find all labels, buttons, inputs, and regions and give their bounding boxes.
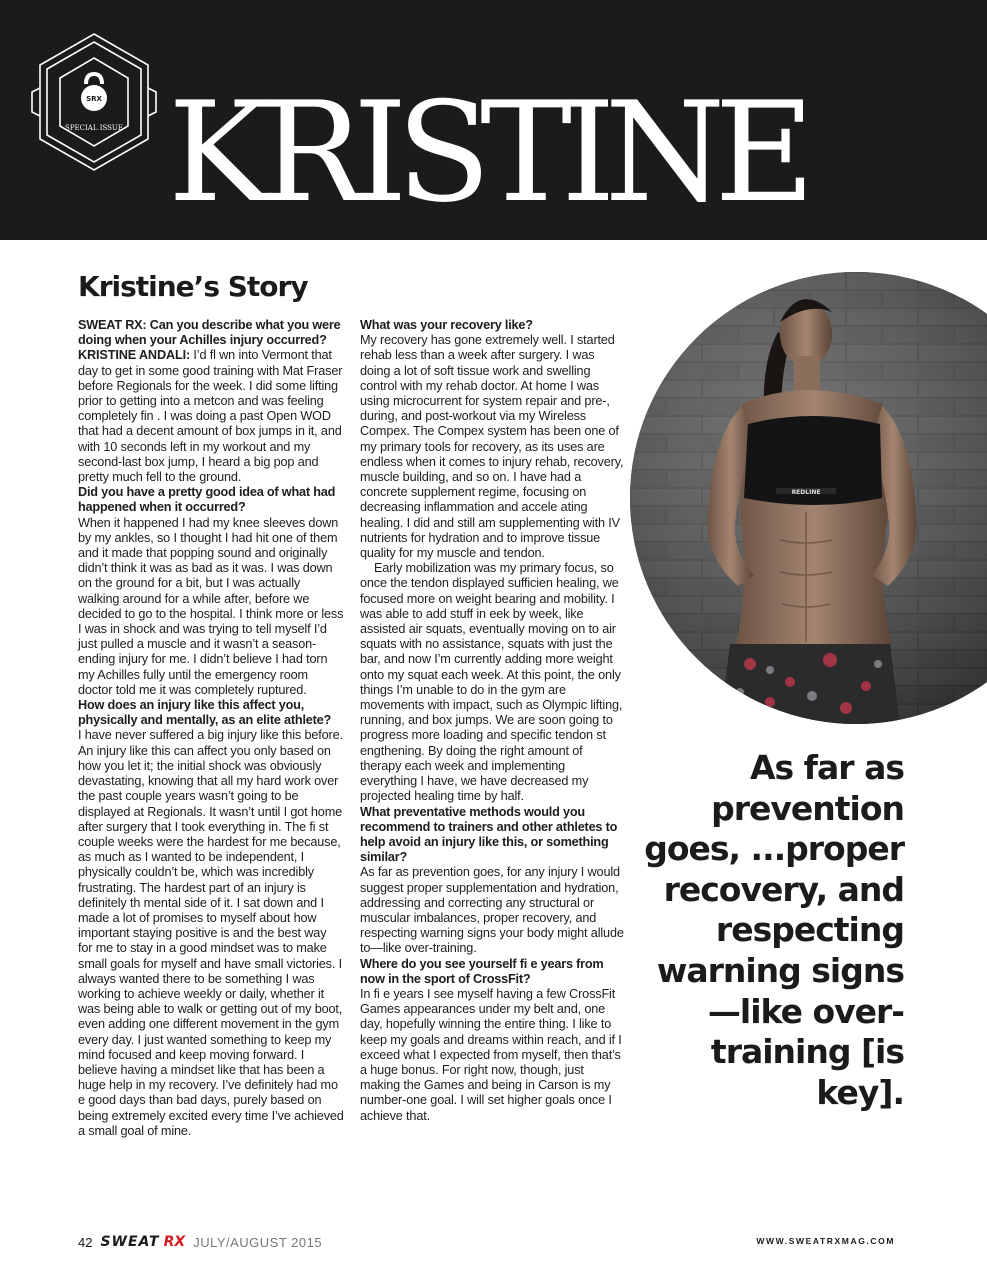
question: How does an injury like this affect you, physically and mentally, as an elite athlete?: [78, 698, 332, 728]
magazine-logo-sweat: SWEAT: [100, 1234, 160, 1250]
answer: I have never suffered a big injury like this before. An injury like this can affect you only based on how you let it; the initial shock was obviously devastating, knowing that all my hard work over the past couple years wasn’t going to be displayed at Regionals. It wasn’t until I got home after surgery that I took everything in. The fi st couple weeks were the hardest for me because, as much as I wanted to be independent, I physically couldn’t be, which was incredibly frustrating. The hardest part of an injury is definitely th mental side of it. I sat down and I made a lot of promises to myself about how important staying positive is and the best way for me to stay in a good mindset was to make small goals for myself and have small victories. I always wanted there to be something I was working to achieve weekly or daily, whether it was being able to walk or getting out of my boot, even adding one different movement in the gym every day. I just wanted something to keep my mind focused and keep moving forward. I believe having a mindset like that has been a huge help in my recovery. I’ve definitely had mo e good days than bad days, purely based on being extremely excited every time I’ve achieved a small goal of mine.: [78, 728, 344, 1138]
question: What preventative methods would you recommend to trainers and other athletes to help avoid an injury like this, or something similar?: [360, 804, 618, 865]
question: SWEAT RX: Can you describe what you were doing when your Achilles injury occurred?: [78, 318, 341, 348]
answer: Early mobilization was my primary focus, so once the tendon displayed sufficien healing, we focused more on weight bearing and mobility. I was able to add stuff in eek by week, like assisted air squats, eventually moving on to air squats with no assistance, squats with just the bar, and now I’m currently adding more weight onto my squat each week. At this point, the only things I’m unable to do in the gym are movements with impact, such as Olympic lifting, running, and box jumps. We are soon going to progress more loading and specific tendon st engthening. By doing the right amount of therapy each week and implementing everything I have, we have decreased my projected healing time by half.: [360, 561, 623, 804]
answer: When it happened I had my knee sleeves down by my ankles, so I thought I had hit one of them and it made that popping sound and originally didn’t think it was as bad as it was. I was down on the ground for a bit, but I was actually walking around for a while after, before we decided to go to the hospital. I think more or less I was in shock and was trying to tell myself I’d just pulled a muscle and it wasn’t a season-ending injury for me. I didn’t believe I had torn my Achilles fully until the emergency room doctor told me it was completely ruptured.: [78, 515, 344, 697]
answer-text: I’d fl wn into Vermont that day to get in some good training with Mat Fraser before Regionals for the week. I did some lifting prior to getting into a metcon and was feeling completely fin . I was doing a past Open WOD that had a decent amount of box jumps in it, and with 10 seconds left in my workout and my second-last box jump, I heard a big pop and pretty much fell to the ground.: [78, 348, 343, 485]
article-left-column: [78, 318, 344, 1139]
answer: [78, 348, 344, 485]
article-middle-column: [360, 318, 624, 1124]
athlete-photo: [630, 272, 987, 724]
badge-logo-text: SRX: [86, 95, 102, 103]
waistband-text: REDLINE: [791, 489, 821, 496]
kettlebell-icon: [81, 74, 107, 111]
badge-caption: SPECIAL ISSUE: [65, 124, 123, 132]
page-number: 42: [78, 1234, 93, 1250]
athlete-photo-illustration: [630, 272, 987, 724]
question: Where do you see yourself fi e years from now in the sport of CrossFit?: [360, 956, 604, 986]
special-issue-badge: [30, 28, 158, 176]
speaker-label: KRISTINE ANDALI:: [78, 348, 191, 363]
footer-left: [78, 1232, 322, 1252]
issue-date: JULY/AUGUST 2015: [193, 1234, 323, 1250]
answer: My recovery has gone extremely well. I started rehab less than a week after surgery. I was doing a lot of soft tissue work and swelling control with my rehab doctor. At home I was using microcurrent for system repair and pre-, during, and post-workout via my Wireless Compex. The Compex system has been one of my primary tools for recovery, as its uses are endless when it comes to injury rehab, recovery, muscle building, and so on. I have had a concrete supplement regime, focusing on decreasing inflammation and accele ating healing. I did and still am supplementing with IV nutrients for hydration and to improve tissue quality for my muscle and tendon.: [360, 333, 624, 561]
magazine-logo-rx: RX: [163, 1234, 186, 1250]
website-url: WWW.SWEATRXMAG.COM: [756, 1236, 895, 1246]
headline: KRISTINE: [168, 72, 805, 233]
story-title: Kristine’s Story: [78, 270, 308, 303]
answer: As far as prevention goes, for any injury I would suggest proper supplementation and hydration, addressing and correcting any structural or muscular imbalances, proper recovery, and respecting warning signs your body might allude to—like over-training.: [360, 865, 624, 956]
title-banner: [0, 0, 987, 240]
pull-quote: As far as prevention goes, ...proper recovery, and respecting warning signs—like over-training [is key].: [644, 748, 904, 1112]
question: What was your recovery like?: [360, 318, 533, 332]
question: Did you have a pretty good idea of what had happened when it occurred?: [78, 485, 336, 515]
answer: In fi e years I see myself having a few CrossFit Games appearances under my belt and, one day, hopefully winning the entire thing. I like to keep my goals and dreams within reach, and if I exceed what I expected from myself, then that’s a huge bonus. For right now, though, just making the Games and being in Carson is my number-one goal. I will set higher goals once I achieve that.: [360, 986, 622, 1123]
